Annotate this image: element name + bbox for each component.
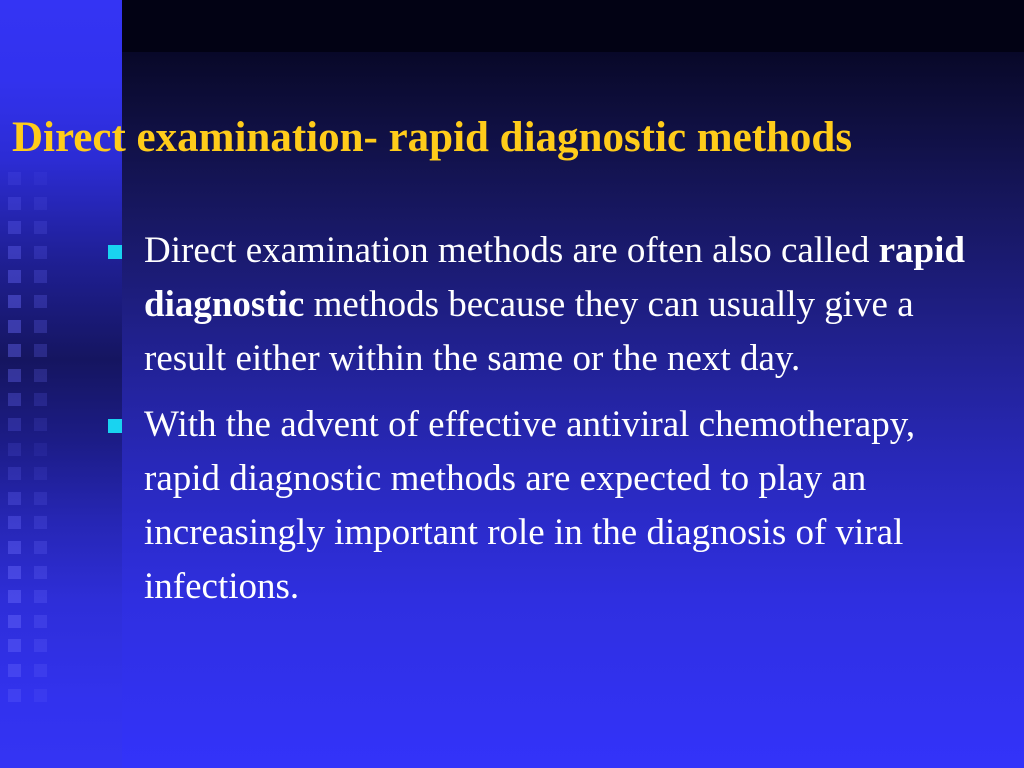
decorative-square [8,344,21,357]
decorative-square [34,418,47,431]
bullet-1-bold-term: rapid diagnostic [144,230,965,325]
bullet-1-text-end: methods because they can usually give a result either within the same or the next day. [144,284,914,379]
bullet-item-1 [106,224,986,386]
slide-title: Direct examination- rapid diagnostic methods [12,114,853,161]
decorative-square [8,369,21,382]
decorative-square [34,197,47,210]
decorative-square [8,246,21,259]
decorative-square [34,566,47,579]
decorative-square [8,270,21,283]
decorative-square [34,590,47,603]
decorative-square [8,172,21,185]
decorative-square [8,516,21,529]
decorative-square [8,492,21,505]
decorative-square [8,443,21,456]
decorative-square [34,516,47,529]
decorative-square [34,664,47,677]
square-bullet-icon [108,245,122,259]
decorative-square [34,443,47,456]
decorative-square [34,467,47,480]
bullet-2-text: With the advent of effective antiviral chemotherapy, rapid diagnostic methods are expected to play an increasingly important role in the diagnosis of viral infections. [144,404,916,607]
square-bullet-icon [108,419,122,433]
decorative-square [34,320,47,333]
decorative-square [34,492,47,505]
decorative-square [8,615,21,628]
decorative-square [8,467,21,480]
decorative-square [8,295,21,308]
decorative-square [34,639,47,652]
decorative-square [8,566,21,579]
top-dark-bar [122,0,1024,52]
bullet-list [106,224,986,626]
decorative-square [8,689,21,702]
decorative-square [8,393,21,406]
decorative-square [8,197,21,210]
decorative-square [34,393,47,406]
decorative-square [34,615,47,628]
decorative-square [8,320,21,333]
decorative-square [34,541,47,554]
decorative-square [8,639,21,652]
decorative-square [8,221,21,234]
bullet-item-2 [106,398,986,614]
bullet-1-text-start: Direct examination methods are often also called [144,230,879,271]
decorative-square [34,295,47,308]
decorative-square [34,344,47,357]
decorative-square [8,418,21,431]
decorative-square [34,270,47,283]
decorative-square [8,541,21,554]
decorative-square [8,590,21,603]
decorative-square [8,664,21,677]
decorative-square [34,689,47,702]
decorative-square [34,369,47,382]
decorative-square [34,172,47,185]
decorative-square [34,221,47,234]
decorative-square [34,246,47,259]
